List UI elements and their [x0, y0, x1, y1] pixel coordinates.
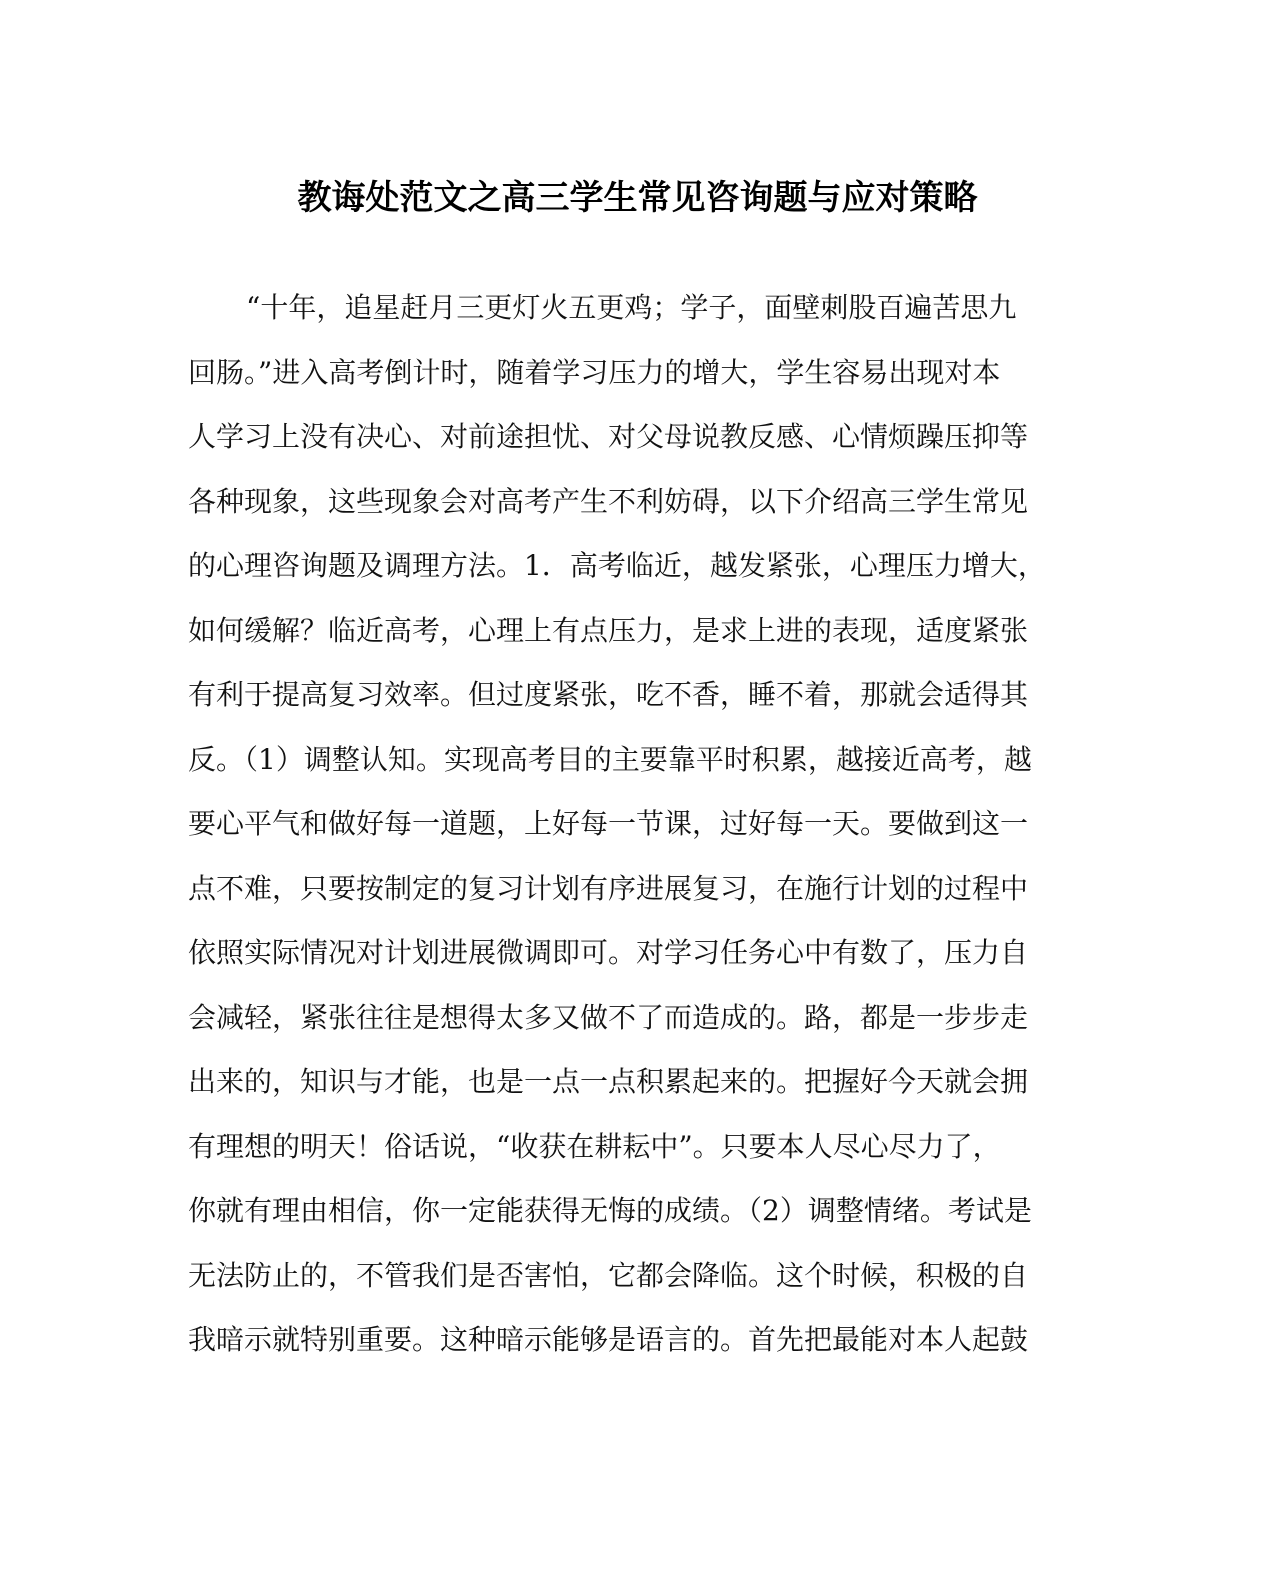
text-line: 反。（1）调整认知。实现高考目的主要靠平时积累，越接近高考，越 [188, 742, 1032, 776]
text-line: 回肠。”进入高考倒计时，随着学习压力的增大，学生容易出现对本 [188, 355, 1001, 389]
text-line: 出来的，知识与才能，也是一点一点积累起来的。把握好今天就会拥 [188, 1065, 1029, 1098]
text-line: 会减轻，紧张往往是想得太多又做不了而造成的。路，都是一步步走 [188, 1000, 1029, 1034]
text-line: 人学习上没有决心、对前途担忧、对父母说教反感、心情烦躁压抑等 [188, 420, 1029, 453]
text-line: 要心平气和做好每一道题，上好每一节课，过好每一天。要做到这一 [188, 807, 1029, 840]
text-line: “十年，追星赶月三更灯火五更鸡；学子，面壁刺股百遍苦思九 [246, 291, 1017, 324]
body-paragraph [188, 276, 1068, 1373]
text-line: 你就有理由相信，你一定能获得无悔的成绩。（2）调整情绪。考试是 [188, 1194, 1032, 1227]
text-line: 有理想的明天！俗话说，“收获在耕耘中”。只要本人尽心尽力了， [188, 1129, 1001, 1163]
text-line: 各种现象，这些现象会对高考产生不利妨碍，以下介绍高三学生常见 [188, 484, 1029, 518]
text-line: 的心理咨询题及调理方法。1．高考临近，越发紧张，心理压力增大， [188, 549, 1046, 582]
text-line: 点不难，只要按制定的复习计划有序进展复习，在施行计划的过程中 [188, 871, 1029, 905]
text-line: 如何缓解？临近高考，心理上有点压力，是求上进的表现，适度紧张 [188, 613, 1029, 647]
text-line: 无法防止的，不管我们是否害怕，它都会降临。这个时候，积极的自 [188, 1258, 1029, 1292]
document-title: 教诲处范文之高三学生常见咨询题与应对策略 [297, 178, 978, 218]
text-line: 有利于提高复习效率。但过度紧张，吃不香，睡不着，那就会适得其 [188, 678, 1029, 711]
text-line: 依照实际情况对计划进展微调即可。对学习任务心中有数了，压力自 [188, 936, 1029, 969]
text-line: 我暗示就特别重要。这种暗示能够是语言的。首先把最能对本人起鼓 [188, 1323, 1029, 1356]
